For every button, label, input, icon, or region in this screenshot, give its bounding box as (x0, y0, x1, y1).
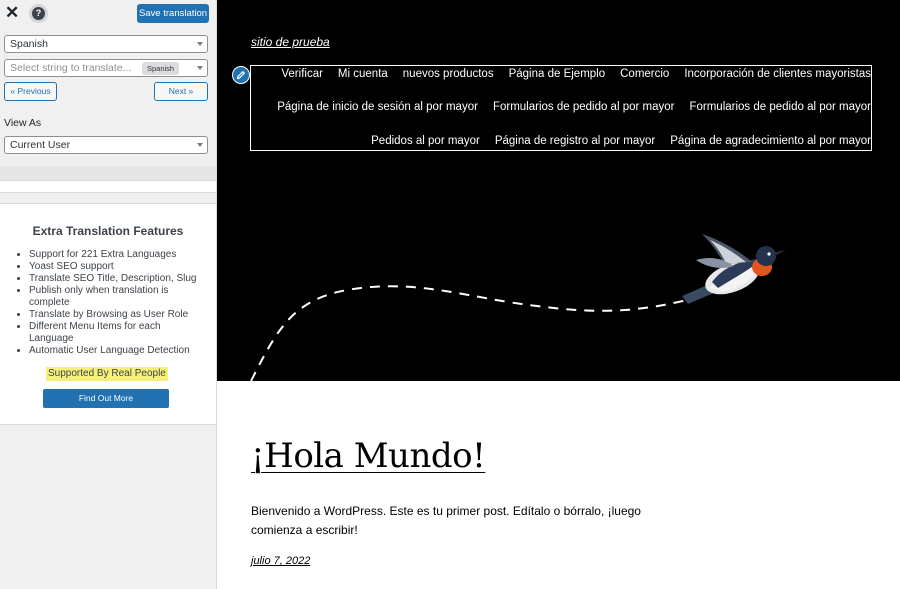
find-out-more-button[interactable]: Find Out More (43, 389, 169, 408)
menu-item[interactable]: Página de registro al por mayor (494, 135, 656, 147)
view-as-label: View As (4, 117, 42, 129)
site-header (217, 0, 900, 381)
post-title-link[interactable]: ¡Hola Mundo! (251, 436, 486, 476)
feature-item: • Translate by Browsing as User Role (29, 309, 207, 321)
previous-button[interactable]: « Previous (4, 82, 57, 101)
language-badge: Spanish (142, 62, 179, 75)
feature-item: • Publish only when translation is complete (29, 285, 207, 309)
sidebar-divider (0, 166, 216, 180)
post-content: Bienvenido a WordPress. Este es tu primer post. Edítalo o bórralo, ¡luego comienza a escribir! (251, 504, 641, 537)
chevron-down-icon (197, 143, 203, 147)
extra-features-panel (0, 203, 216, 425)
bird-illustration (217, 0, 900, 381)
help-icon: ? (32, 7, 45, 20)
view-as-select-value: Current User (10, 139, 71, 151)
site-title-link[interactable]: sitio de prueba (251, 35, 330, 49)
close-icon[interactable]: ✕ (5, 3, 20, 22)
bird-icon (682, 234, 786, 304)
post-date-link[interactable]: julio 7, 2022 (251, 555, 311, 567)
support-highlight: Supported By Real People (48, 368, 166, 379)
feature-item: • Support for 221 Extra Languages (29, 249, 207, 261)
feature-item: • Translate SEO Title, Description, Slug (29, 273, 207, 285)
next-button[interactable]: Next » (154, 82, 208, 101)
string-select[interactable] (4, 59, 208, 77)
menu-item[interactable]: Formularios de pedido al por mayor (492, 101, 675, 113)
sidebar-gap (0, 180, 216, 193)
site-preview (217, 0, 900, 589)
menu-item[interactable]: Mi cuenta (337, 68, 388, 80)
translation-sidebar (0, 0, 217, 589)
language-select-value: Spanish (10, 38, 48, 50)
menu-item[interactable]: Formularios de pedido al por mayor (689, 101, 871, 113)
promo-title: Extra Translation Features (32, 224, 184, 238)
menu-item[interactable]: Pedidos al por mayor (371, 135, 480, 147)
chevron-down-icon (197, 66, 203, 70)
menu-item[interactable]: Página de Ejemplo (508, 68, 606, 80)
menu-item[interactable]: Incorporación de clientes mayoristas (684, 68, 871, 80)
view-as-select[interactable] (4, 136, 208, 154)
feature-item: • Automatic User Language Detection (29, 345, 207, 357)
sidebar-toolbar (0, 0, 216, 27)
menu-item[interactable]: Página de agradecimiento al por mayor (670, 135, 871, 147)
menu-item[interactable]: Página de inicio de sesión al por mayor (277, 101, 478, 113)
feature-list (29, 249, 207, 357)
save-translation-button[interactable]: Save translation (137, 4, 209, 23)
help-button[interactable] (29, 4, 48, 23)
menu-item[interactable]: Comercio (620, 68, 670, 80)
menu-item[interactable]: nuevos productos (402, 68, 494, 80)
feature-item: • Different Menu Items for each Language (29, 321, 207, 345)
string-select-placeholder: Select string to translate... (10, 62, 132, 74)
flight-path-line (251, 286, 687, 381)
chevron-down-icon (197, 42, 203, 46)
feature-item: • Yoast SEO support (29, 261, 207, 273)
menu-item[interactable]: Verificar (281, 68, 323, 80)
language-select[interactable] (4, 35, 208, 53)
